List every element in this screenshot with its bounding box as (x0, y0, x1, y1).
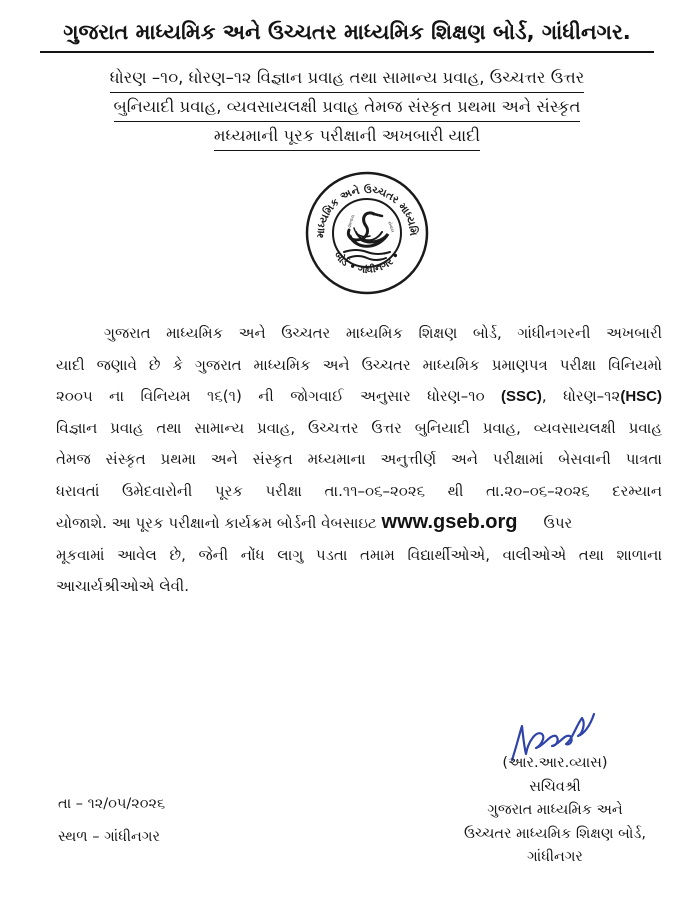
body-paragraph (56, 318, 662, 603)
signer-block (440, 752, 670, 870)
body-line-3-mid: , ધોરણ–૧૨ (541, 387, 621, 405)
issue-date: તા – ૧૨/૦૫/૨૦૨૬ (58, 796, 166, 812)
signer-designation: સચિવશ્રી (529, 778, 581, 795)
seal-bottom-text: બોર્ડ • ગાંધીનગર • (331, 250, 403, 277)
body-line-7 (56, 507, 662, 540)
subtitle-line-3: મધ્યમાની પૂરક પરીક્ષાની અખબારી યાદી (214, 122, 480, 151)
body-line-3 (56, 381, 662, 413)
svg-text:ગુજરાત માધ્યમિક અને ઉચ્ચતર માધ (304, 170, 421, 238)
hsc-label: (HSC) (620, 388, 662, 405)
subtitle-line-1: ધોરણ –૧૦, ધોરણ–૧૨ વિજ્ઞાન પ્રવાહ તથા સામાન્ય પ્રવાહ, ઉચ્ચત્તર ઉત્તર (110, 64, 585, 93)
body-line-8: મૂકવામાં આવેલ છે, જેની નોંધ લાગુ પડતા તમામ વિદ્યાર્થીઓએ, વાલીઓએ તથા શાળાના (56, 545, 662, 564)
seal-small-left: જ્ઞાનાય (347, 214, 357, 229)
body-line-6: ધરાવતાં ઉમેદવારોની પૂરક પરીક્ષા તા.૧૧–૦૬–૨૦૨૬ થી તા.૨૦–૦૬–૨૦૨૬ દરમ્યાન (56, 481, 662, 500)
seal-top-text: માધ્યમિક અને ઉચ્ચતર માધ્યમિ (314, 183, 420, 239)
title-underline (40, 51, 654, 53)
board-seal (304, 170, 430, 296)
body-line-7-text: યોજાશે. આ પૂરક પરીક્ષાનો કાર્યક્રમ બોર્ડની વેબસાઇટ (56, 514, 382, 532)
signer-org-line-3: ગાંધીનગર (527, 849, 583, 865)
issue-place: સ્થળ – ગાંધીનગર (58, 829, 160, 845)
signer-org-line-2: ઉચ્ચતર માધ્યમિક શિક્ષણ બોર્ડ, (464, 825, 646, 842)
seal-small-right: સેવાય (386, 220, 395, 234)
signer-org-line-1: ગુજરાત માધ્યમિક અને (487, 802, 623, 818)
document-subtitle (0, 64, 694, 151)
document-title: ગુજરાત માધ્યમિક અને ઉચ્ચતર માધ્યમિક શિક્ષણ બોર્ડ, ગાંધીનગર. (63, 20, 631, 44)
body-line-9: આચાર્યશ્રીઓએ લેવી. (56, 577, 189, 595)
body-line-3-text: ૨૦૦૫ ના વિનિયમ ૧૬(૧) ની જોગવાઈ અનુસાર ધોરણ–૧૦ (56, 387, 502, 405)
body-line-7-post: ઉપર (543, 514, 573, 532)
signer-name: (આર.આર.વ્યાસ) (502, 755, 608, 771)
body-line-1: ગુજરાત માધ્યમિક અને ઉચ્ચતર માધ્યમિક શિક્ષણ બોર્ડ, ગાંધીનગરની અખબારી (104, 324, 662, 342)
body-line-2: યાદી જણાવે છે કે ગુજરાત માધ્યમિક અને ઉચ્ચતર માધ્યમિક પ્રમાણપત્ર પરીક્ષા વિનિયમો (56, 355, 662, 374)
footer-block (58, 788, 165, 854)
website-link[interactable]: www.gseb.org (381, 511, 518, 533)
body-line-5: તેમજ સંસ્કૃત પ્રથમા અને સંસ્કૃત મધ્યમાના અનુત્તીર્ણ અને પરીક્ષામાં બેસવાની પાત્રતા (56, 450, 662, 468)
subtitle-line-2: બુનિયાદી પ્રવાહ, વ્યવસાયલક્ષી પ્રવાહ તેમજ સંસ્કૃત પ્રથમા અને સંસ્કૃત (114, 93, 581, 122)
body-line-4: વિજ્ઞાન પ્રવાહ તથા સામાન્ય પ્રવાહ, ઉચ્ચત્તર ઉત્તર બુનિયાદી પ્રવાહ, વ્યવસાયલક્ષી પ્રવાહ (56, 418, 662, 437)
ssc-label: (SSC) (501, 388, 542, 405)
board-seal-emblem (304, 170, 430, 296)
